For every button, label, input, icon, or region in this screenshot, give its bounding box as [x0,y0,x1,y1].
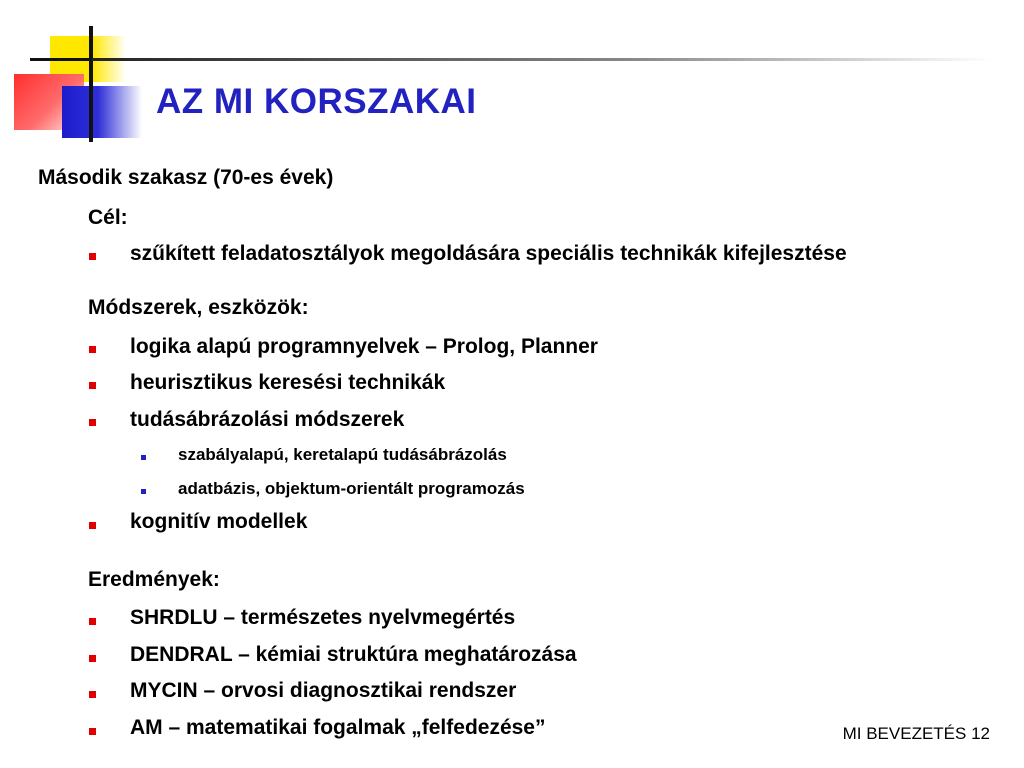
methods-label: Módszerek, eszközök: [88,296,309,319]
sub-bullet-icon [141,489,146,494]
bullet-icon [89,522,96,529]
bullet-icon [89,655,96,662]
logo-vertical-line [89,26,93,142]
methods-item: tudásábrázolási módszerek [130,408,405,431]
bullet-icon [89,728,96,735]
section-heading: Második szakasz (70-es évek) [38,166,334,189]
results-label: Eredmények: [88,568,220,591]
methods-subitem: szabályalapú, keretalapú tudásábrázolás [178,445,507,464]
goal-item: szűkített feladatosztályok megoldására speciális technikák kifejlesztése [130,242,847,265]
methods-item: heurisztikus keresési technikák [130,371,446,394]
bullet-icon [89,253,96,260]
decorative-logo [0,0,170,150]
methods-subitem: adatbázis, objektum-orientált programozás [178,479,525,498]
bullet-icon [89,691,96,698]
slide-title: AZ MI KORSZAKAI [156,82,477,121]
slide-footer: MI BEVEZETÉS 12 [842,724,990,743]
sub-bullet-icon [141,455,146,460]
bullet-icon [89,346,96,353]
results-item: MYCIN – orvosi diagnosztikai rendszer [130,679,517,702]
goal-label: Cél: [88,206,128,229]
bullet-icon [89,618,96,625]
logo-blue-square [62,86,142,138]
header-rule [92,58,992,61]
bullet-icon [89,419,96,426]
methods-item: logika alapú programnyelvek – Prolog, Planner [130,335,598,358]
results-item: SHRDLU – természetes nyelvmegértés [130,606,516,629]
bullet-icon [89,382,96,389]
results-item: AM – matematikai fogalmak „felfedezése” [130,716,546,739]
results-item: DENDRAL – kémiai struktúra meghatározása [130,643,577,666]
methods-item: kognitív modellek [130,510,308,533]
